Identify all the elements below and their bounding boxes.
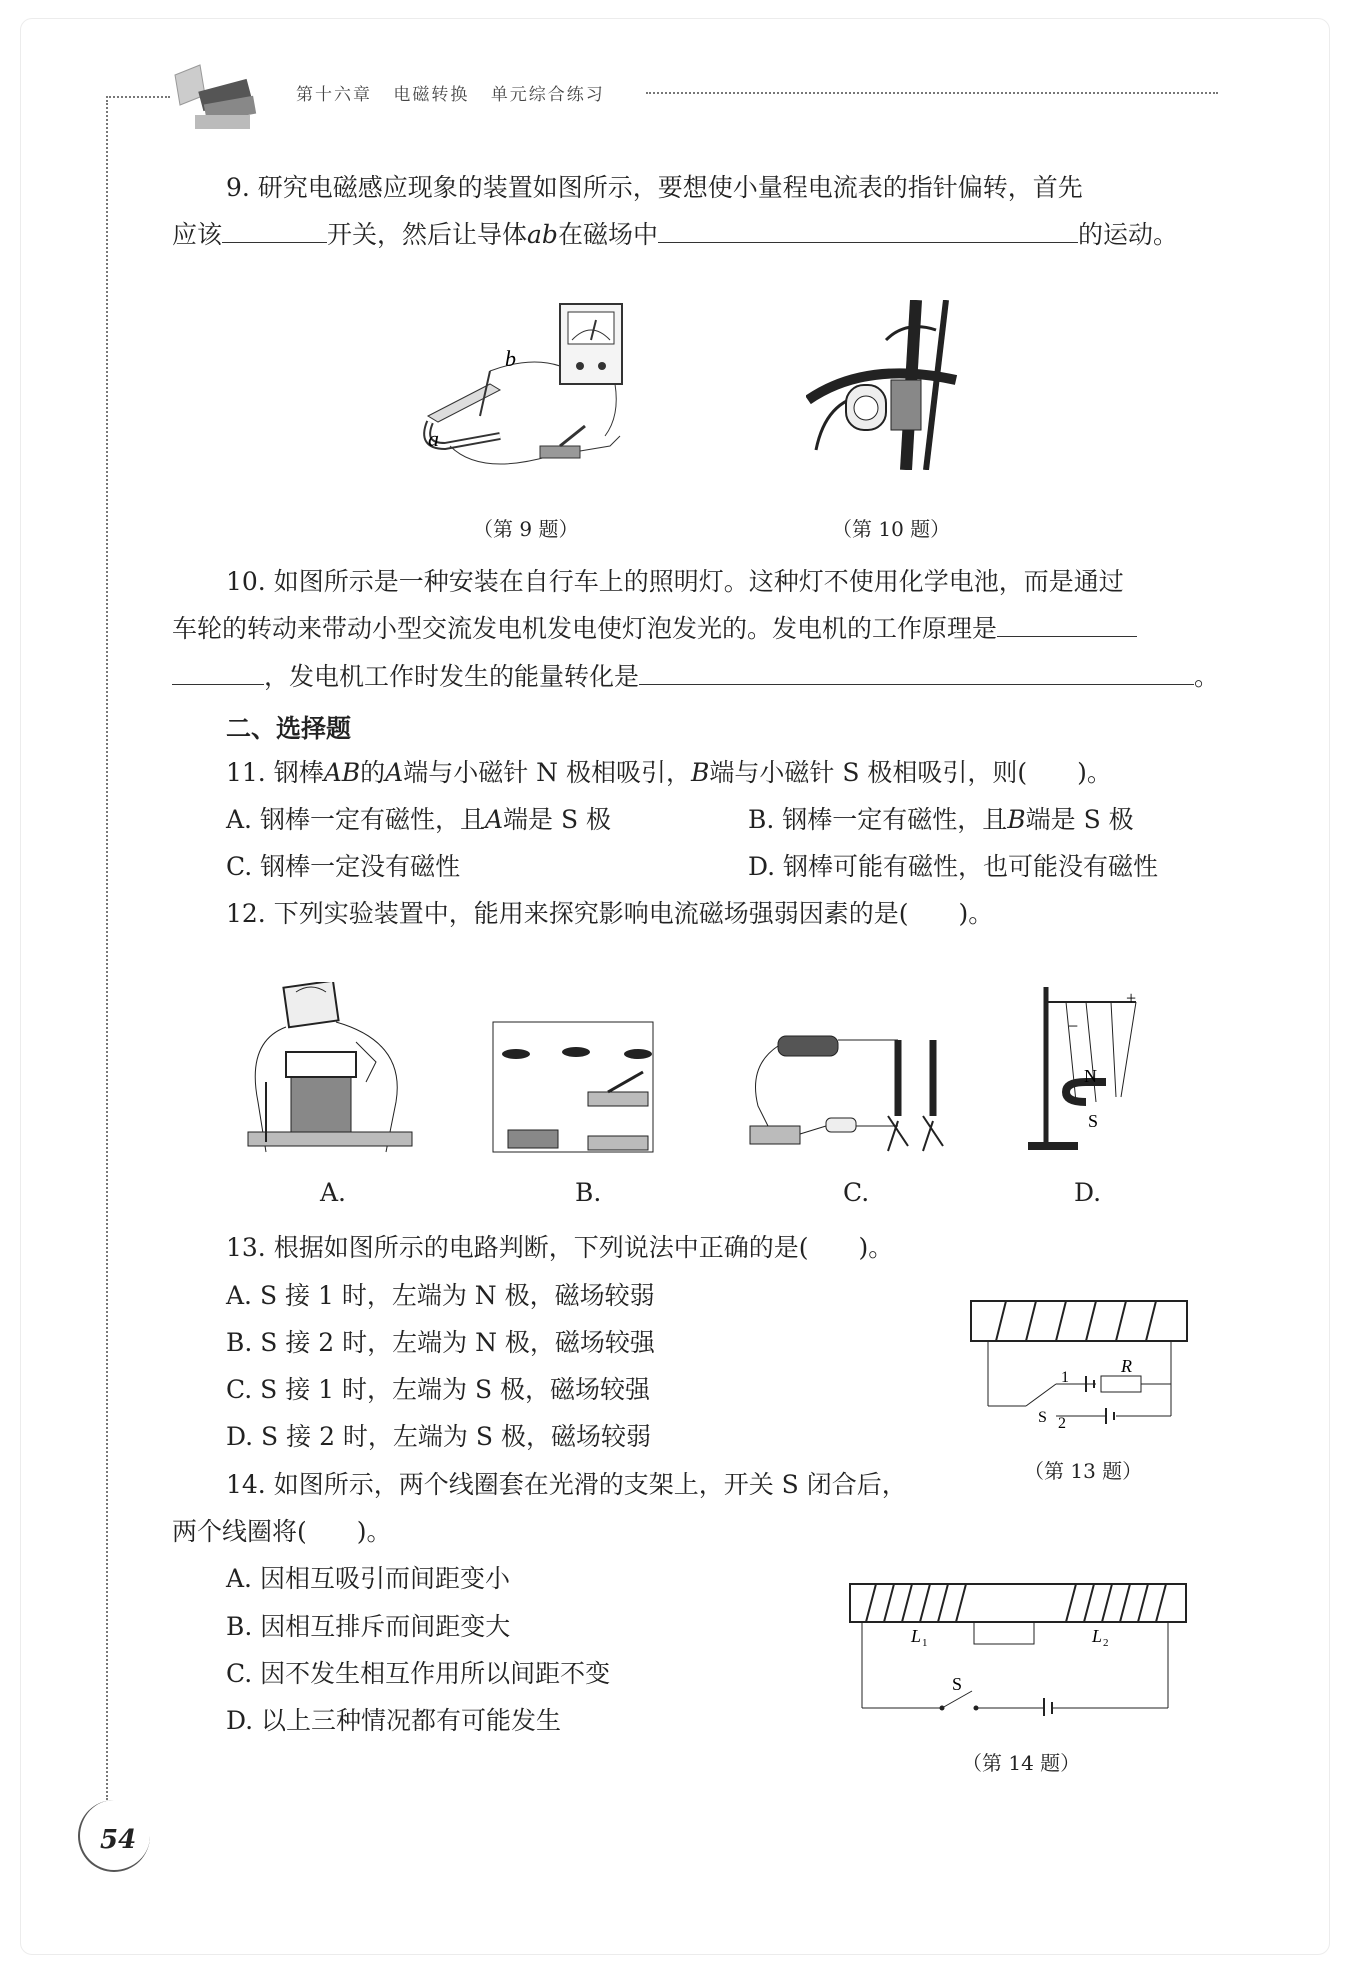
q14-option-b[interactable]: B. 因相互排斥而间距变大 — [226, 1612, 511, 1641]
q11-var-A: A — [385, 758, 404, 787]
header-book-icon — [160, 55, 270, 135]
q10-line-3 — [172, 661, 1219, 693]
q9-var-ab: ab — [527, 220, 558, 249]
q14-caption: （第 14 题） — [962, 1751, 1081, 1775]
q14-option-d[interactable]: D. 以上三种情况都有可能发生 — [226, 1706, 562, 1735]
q9-line-1 — [226, 172, 1083, 204]
q13-figure — [966, 1296, 1196, 1446]
q10-line-1: 10. 如图所示是一种安装在自行车上的照明灯。这种灯不使用化学电池，而是通过 — [226, 567, 1124, 596]
q10-blank-1[interactable] — [997, 614, 1137, 637]
q12-stem: 12. 下列实验装置中，能用来探究影响电流磁场强弱因素的是( )。 — [226, 899, 994, 928]
q12-fig-d-S: S — [1088, 1111, 1099, 1131]
q10-blank-1-continued[interactable] — [172, 662, 264, 685]
q9-blank-1[interactable] — [222, 220, 327, 243]
q13-option-c[interactable]: C. S 接 1 时，左端为 S 极，磁场较强 — [226, 1375, 651, 1404]
q10-caption: （第 10 题） — [832, 517, 951, 541]
q14-option-c[interactable]: C. 因不发生相互作用所以间距不变 — [226, 1659, 611, 1688]
q11-option-d[interactable]: D. 钢棒可能有磁性，也可能没有磁性 — [748, 852, 1159, 881]
q9-text-2a: 应该 — [172, 220, 223, 249]
q9-caption: （第 9 题） — [473, 517, 579, 541]
q14-fig-S: S — [952, 1674, 963, 1694]
q9-figure — [420, 296, 625, 476]
q10-line-2 — [172, 613, 1137, 645]
q13-stem: 13. 根据如图所示的电路判断，下列说法中正确的是( )。 — [226, 1233, 894, 1262]
q9-text: 9. 研究电磁感应现象的装置如图所示，要想使小量程电流表的指针偏转，首先 — [226, 173, 1083, 202]
q12-figure-c — [748, 1026, 948, 1156]
q14-fig-L1: L — [911, 1626, 922, 1646]
q10-text-2: 车轮的转动来带动小型交流发电机发电使灯泡发光的。发电机的工作原理是 — [172, 614, 998, 643]
q11-option-a-text: A. 钢棒一定有磁性，且 — [226, 805, 485, 834]
q11-var-B: B — [691, 758, 710, 787]
header-dotted-line-right — [646, 92, 1218, 94]
q11-option-a[interactable] — [226, 804, 611, 836]
q11-var-AB: AB — [323, 758, 361, 787]
q14-fig-L1-sub: 1 — [922, 1637, 928, 1649]
q12-label-c[interactable]: C. — [843, 1178, 870, 1207]
q11-stem-b: 的 — [360, 758, 386, 787]
q13-option-a[interactable]: A. S 接 1 时，左端为 N 极，磁场较弱 — [226, 1281, 655, 1310]
q11-option-a-text-2: 端是 S 极 — [503, 805, 612, 834]
margin-dotted-line — [106, 100, 108, 1800]
q13-caption: （第 13 题） — [1024, 1459, 1143, 1483]
q11-option-c[interactable]: C. 钢棒一定没有磁性 — [226, 852, 461, 881]
running-header — [296, 80, 619, 105]
q10-text-3a: ，发电机工作时发生的能量转化是 — [264, 662, 640, 691]
header-chapter: 第十六章 — [296, 85, 372, 105]
q9-fig-label-b: b — [505, 346, 516, 371]
q9-line-2 — [172, 219, 1178, 251]
header-topic: 电磁转换 — [393, 85, 470, 105]
q12-fig-d-plus: + — [1126, 988, 1137, 1008]
q9-text-2d: 的运动。 — [1077, 220, 1178, 249]
q9-blank-2[interactable] — [658, 220, 1078, 243]
q10-text-3b: 。 — [1194, 662, 1220, 691]
q13-fig-1: 1 — [1061, 1369, 1069, 1386]
q11-option-a-var: A — [484, 805, 504, 834]
q11-stem — [226, 757, 1112, 789]
q11-stem-d: 端与小磁针 S 极相吸引，则( )。 — [709, 758, 1112, 787]
q12-fig-d-minus: − — [1068, 1016, 1079, 1036]
q14-figure — [846, 1576, 1192, 1716]
q14-fig-L2: L — [1092, 1626, 1103, 1646]
q11-option-b-var: B — [1007, 805, 1026, 834]
q11-option-b[interactable] — [748, 804, 1134, 836]
q12-label-d[interactable]: D. — [1074, 1178, 1102, 1207]
q12-figure-b — [488, 1012, 658, 1162]
q14-option-a[interactable]: A. 因相互吸引而间距变小 — [226, 1564, 510, 1593]
q13-option-b[interactable]: B. S 接 2 时，左端为 N 极，磁场较强 — [226, 1328, 655, 1357]
q11-option-b-text-2: 端是 S 极 — [1025, 805, 1134, 834]
q11-option-b-text: B. 钢棒一定有磁性，且 — [748, 805, 1008, 834]
q13-fig-R: R — [1121, 1356, 1132, 1376]
q14-stem-line-1: 14. 如图所示，两个线圈套在光滑的支架上，开关 S 闭合后， — [226, 1470, 907, 1499]
q13-option-d[interactable]: D. S 接 2 时，左端为 S 极，磁场较弱 — [226, 1422, 651, 1451]
q12-fig-d-N: N — [1084, 1066, 1097, 1086]
q13-fig-S: S — [1038, 1409, 1047, 1426]
q14-stem-line-2: 两个线圈将( )。 — [172, 1517, 392, 1546]
q12-label-a[interactable]: A. — [320, 1178, 347, 1207]
q12-figure-d — [1026, 982, 1166, 1162]
page-number: 54 — [100, 1825, 137, 1855]
q10-figure — [806, 300, 966, 470]
q11-stem-c: 端与小磁针 N 极相吸引， — [403, 758, 692, 787]
q9-text-2b: 开关，然后让导体 — [327, 220, 528, 249]
q14-fig-L2-sub: 2 — [1103, 1637, 1109, 1649]
q12-label-b[interactable]: B. — [575, 1178, 602, 1207]
q9-fig-label-a: a — [428, 426, 439, 451]
section-multiple-choice-title: 二、选择题 — [226, 714, 352, 743]
header-section: 单元综合练习 — [490, 85, 605, 105]
q9-text-2c: 在磁场中 — [557, 220, 658, 249]
q11-stem-a: 11. 钢棒 — [226, 758, 324, 787]
q10-blank-2[interactable] — [639, 662, 1194, 685]
q12-figure-a — [246, 982, 414, 1162]
q13-fig-2: 2 — [1058, 1415, 1066, 1432]
